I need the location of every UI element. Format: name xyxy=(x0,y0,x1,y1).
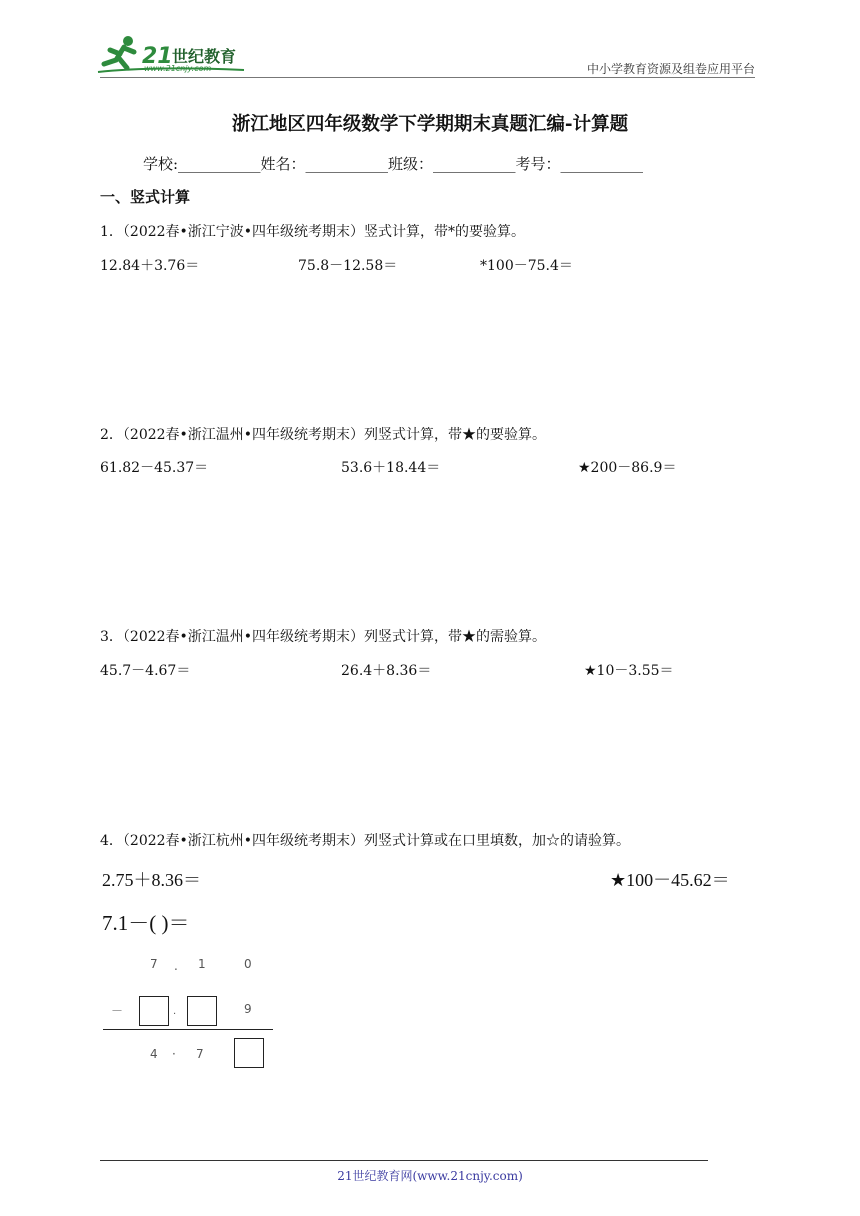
question-1-text: 1．（2022春•浙江宁波•四年级统考期末）竖式计算，带*的要验算。 xyxy=(100,224,526,240)
page-title: 浙江地区四年级数学下学期期末真题汇编-计算题 xyxy=(231,114,629,135)
q2-expression-1: 61.82－45.37＝ xyxy=(100,460,209,476)
blank-box-1[interactable] xyxy=(139,996,169,1026)
puzzle-dot: . xyxy=(173,1006,177,1017)
q3-expression-3: ★10－3.55＝ xyxy=(584,663,674,679)
puzzle-digit: 7 xyxy=(150,957,158,971)
puzzle-dot: · xyxy=(172,1047,176,1061)
q4-expression-1: 2.75＋8.36＝ xyxy=(102,870,201,890)
svg-text:21: 21 xyxy=(142,44,173,69)
q4-expression-2: ★100－45.62＝ xyxy=(610,870,730,890)
question-4-text: 4．（2022春•浙江杭州•四年级统考期末）列竖式计算或在口里填数，加☆的请验算。 xyxy=(100,833,631,849)
puzzle-digit: 4 xyxy=(150,1047,158,1061)
puzzle-dot: . xyxy=(174,959,178,973)
puzzle-minus-sign: － xyxy=(111,1004,124,1018)
q3-expression-2: 26.4＋8.36＝ xyxy=(341,663,432,679)
q4-expression-3: 7.1－( )＝ xyxy=(102,911,190,935)
student-info-fields: 学校:___________姓名：___________班级：___________考号：___________ xyxy=(143,155,644,173)
q3-expression-1: 45.7－4.67＝ xyxy=(100,663,191,679)
logo-url: www.21cnjy.com xyxy=(144,64,212,73)
section-title: 一、竖式计算 xyxy=(100,188,191,206)
header-divider xyxy=(100,77,755,78)
puzzle-digit: 0 xyxy=(244,957,252,971)
header-platform-text: 中小学教育资源及组卷应用平台 xyxy=(586,62,755,76)
site-logo xyxy=(94,30,264,80)
q2-expression-3: ★200－86.9＝ xyxy=(578,460,677,476)
q2-expression-2: 53.6＋18.44＝ xyxy=(341,460,441,476)
q1-expression-1: 12.84＋3.76＝ xyxy=(100,258,200,274)
blank-box-3[interactable] xyxy=(234,1038,264,1068)
blank-box-2[interactable] xyxy=(187,996,217,1026)
svg-text:世纪教育: 世纪教育 xyxy=(172,47,237,66)
puzzle-digit: 1 xyxy=(198,957,206,971)
question-3-text: 3．（2022春•浙江温州•四年级统考期末）列竖式计算，带★的需验算。 xyxy=(100,629,547,645)
q1-expression-2: 75.8－12.58＝ xyxy=(298,258,398,274)
puzzle-digit: 9 xyxy=(244,1002,252,1016)
footer-text: 21世纪教育网(www.21cnjy.com) xyxy=(337,1169,523,1183)
footer-divider xyxy=(100,1160,708,1161)
question-2-text: 2．（2022春•浙江温州•四年级统考期末）列竖式计算，带★的要验算。 xyxy=(100,427,547,443)
puzzle-result-line xyxy=(103,1029,273,1030)
q1-expression-3: *100－75.4＝ xyxy=(480,258,573,274)
puzzle-digit: 7 xyxy=(196,1047,204,1061)
